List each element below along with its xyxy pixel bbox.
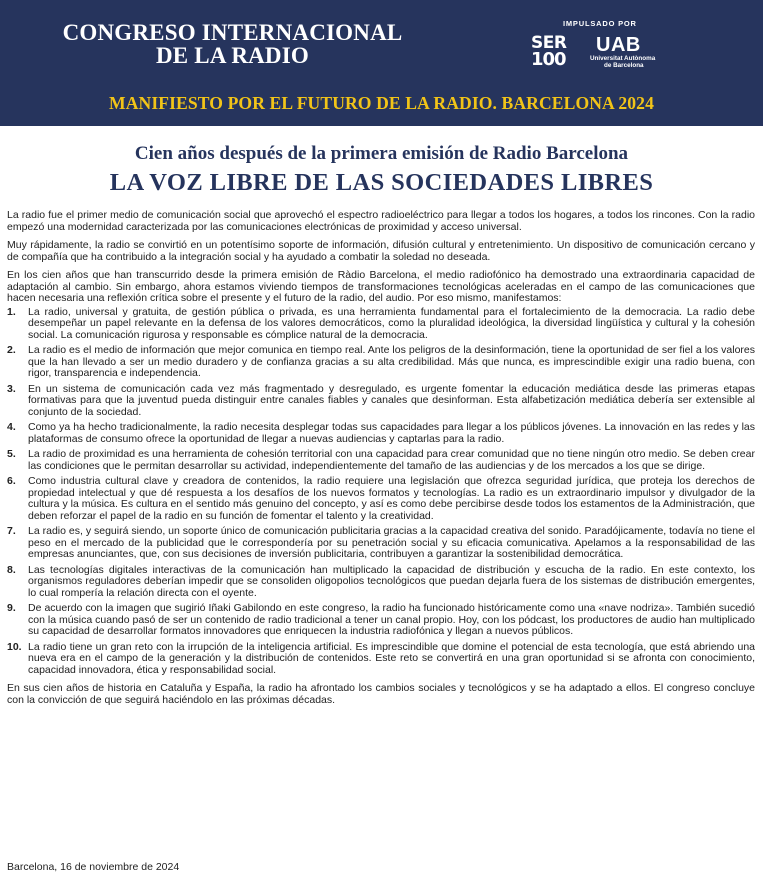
point-number: 2. bbox=[7, 344, 16, 356]
uab-logo-sub2: de Barcelona bbox=[604, 62, 644, 69]
list-item bbox=[7, 449, 755, 472]
point-number: 7. bbox=[7, 525, 16, 537]
list-item bbox=[7, 307, 755, 342]
point-text: La radio es, y seguirá siendo, un soporte único de comunicación publicitaria gracias a la capacidad creativa del sonido. Paradójicamente, todavía no tiene el peso en el mercado de la publicidad que le correspondería por su penetración social y su eficacia comunicativa. Apelamos a la responsabilidad de las empresas anunciantes, que, con sus decisiones de inversión publicitaria, contribuyen a garantizar la sostenibilidad democrática. bbox=[28, 525, 755, 560]
point-number: 3. bbox=[7, 382, 16, 395]
point-text: La radio de proximidad es una herramienta de cohesión territorial con una capacidad para crear comunidad que no tiene ningún otro medio. Se deben crear las condiciones que le permitan desarrollar su actividad, independientemente del tamaño de las audiencias y de los mercados a los que se dirige. bbox=[28, 448, 755, 472]
sponsor-caption: IMPULSADO POR bbox=[563, 19, 637, 28]
point-number: 1. bbox=[7, 305, 16, 318]
manifesto-points bbox=[7, 307, 755, 677]
list-item bbox=[7, 384, 755, 419]
list-item bbox=[7, 565, 755, 600]
closing-paragraph: En sus cien años de historia en Cataluña y España, la radio ha afrontado los cambios sociales y tecnológicos y se ha adaptado a ellos. El congreso concluye con la convicción de que seguirá haciéndolo en las próximas décadas. bbox=[7, 682, 755, 706]
ser-100-logo bbox=[531, 35, 577, 69]
congress-title bbox=[50, 21, 415, 67]
ser-logo-bottom: 100 bbox=[531, 49, 566, 70]
point-text: La radio es el medio de información que mejor comunica en tiempo real. Ante los peligros de la desinformación, tiene la oportunidad de ser fiel a los valores que la han llevado a ser un medio duradero y de confianza gracias a su alta credibilidad. Más que nunca, es imprescindible exigir una radio buena, con rigor, transparencia e independencia. bbox=[28, 344, 755, 379]
uab-logo-sub1: Universitat Autònoma bbox=[590, 55, 656, 62]
congress-title-line1: CONGRESO INTERNACIONAL bbox=[62, 20, 403, 45]
list-item bbox=[7, 476, 755, 522]
point-text: La radio, universal y gratuita, de gestión pública o privada, es una herramienta fundamental para el fortalecimiento de la democracia. La radio debe desempeñar un papel relevante en la defensa de los valores democráticos, como la pluralidad ideológica, la diversidad lingüística y cultural y la cohesión social. La comunicación rigurosa y responsable es cómplice natural de la democracia. bbox=[28, 305, 755, 341]
list-item bbox=[7, 642, 755, 677]
point-number: 10. bbox=[7, 640, 22, 653]
list-item bbox=[7, 345, 755, 380]
point-text: Como industria cultural clave y creadora de contenidos, la radio requiere una legislación que ofrezca seguridad jurídica, que proteja los derechos de propiedad intelectual y que dé respuesta a los desafíos de los nuevos formatos y tecnologías. La radio es un extraordinario impulsor y divulgador de la cultura y la música. Es cultura en el sentido más genuino del concepto, y así es como debe percibirse desde todos los estamentos de la Administración, que deben reforzar el papel de la radio en su función de fomentar el talento y la creatividad. bbox=[28, 475, 755, 522]
point-number: 5. bbox=[7, 448, 16, 460]
intro-paragraph-1: La radio fue el primer medio de comunicación social que aprovechó el espectro radioeléctrico para llegar a todos los hogares, a todos los rincones. Con la radio empezó una modernidad caracterizada por las comunicaciones electrónicas de proximidad y acceso universal. bbox=[7, 209, 755, 233]
point-number: 4. bbox=[7, 421, 16, 433]
point-text: En un sistema de comunicación cada vez más fragmentado y desregulado, es urgente fomentar la educación mediática desde las primeras etapas formativas para que la juventud pueda distinguir entre canales fiables y canales que desinforman. Esta alfabetización mediática debería ser extensible al conjunto de la sociedad. bbox=[28, 382, 755, 418]
manifesto-title: MANIFIESTO POR EL FUTURO DE LA RADIO. BARCELONA 2024 bbox=[109, 93, 654, 113]
point-text: La radio tiene un gran reto con la irrupción de la inteligencia artificial. Es imprescindible que domine el potencial de esta tecnología, que está abriendo una nueva era en el campo de la generación y la distribución de contenidos. Este reto se convertirá en una gran oportunidad si se afronta con conocimiento, capacidad innovadora, ética y responsabilidad social. bbox=[28, 640, 755, 676]
page-title: LA VOZ LIBRE DE LAS SOCIEDADES LIBRES bbox=[109, 169, 654, 196]
manifesto-body bbox=[7, 210, 755, 713]
point-number: 9. bbox=[7, 602, 16, 614]
header-band bbox=[0, 0, 763, 126]
signature-date: Barcelona, 16 de noviembre de 2024 bbox=[7, 861, 180, 873]
congress-title-line2: DE LA RADIO bbox=[155, 43, 309, 68]
uab-logo bbox=[590, 35, 676, 69]
intro-paragraph-3: En los cien años que han transcurrido desde la primera emisión de Ràdio Barcelona, el medio radiofónico ha demostrado una extraordinaria capacidad de adaptación al cambio. Sin embargo, ahora estamos viviendo tiempos de transformaciones tecnológicas aceleradas en el campo de las comunicaciones que hacen necesaria una reflexión crítica sobre el presente y el futuro de la radio, del audio. Por eso mismo, manifestamos: bbox=[7, 269, 755, 304]
point-number: 6. bbox=[7, 475, 16, 487]
uab-logo-main: UAB bbox=[596, 34, 641, 56]
list-item bbox=[7, 603, 755, 638]
point-text: De acuerdo con la imagen que sugirió Iñaki Gabilondo en este congreso, la radio ha funcionado históricamente como una «nave nodriza». También sucedió con la música cuando pasó de ser un contenido de radio tradicional a tener un canal propio. Hoy, con los pódcast, los productores de audio han multiplicado su capacidad de desarrollar formatos innovadores que enriquecen la industria radiofónica y llegan a nuevos públicos. bbox=[28, 602, 755, 637]
point-text: Las tecnologías digitales interactivas de la comunicación han multiplicado la capacidad de distribución y escucha de la radio. En este contexto, los organismos reguladores deberían impedir que se consoliden oligopolios tecnológicos que puedan dejarla fuera de los sistemas de distribución emergentes, lo cual rompería la relación directa con el oyente. bbox=[28, 563, 755, 599]
ser-logo-top: SER bbox=[531, 33, 567, 53]
point-text: Como ya ha hecho tradicionalmente, la radio necesita desplegar todas sus capacidades para llegar a los públicos jóvenes. La innovación en las redes y las plataformas de consumo ofrece la oportunidad de llegar a nuevas audiencias y captarlas para la radio. bbox=[28, 421, 755, 445]
list-item bbox=[7, 422, 755, 445]
intro-paragraph-2: Muy rápidamente, la radio se convirtió en un potentísimo soporte de información, difusión cultural y entretenimiento. Un dispositivo de comunicación cercano y de compañía que ha contribuido a la integración social y ha ayudado a combatir la soledad no deseada. bbox=[7, 239, 755, 263]
list-item bbox=[7, 526, 755, 561]
page-subtitle: Cien años después de la primera emisión de Radio Barcelona bbox=[134, 143, 629, 164]
point-number: 8. bbox=[7, 563, 16, 576]
